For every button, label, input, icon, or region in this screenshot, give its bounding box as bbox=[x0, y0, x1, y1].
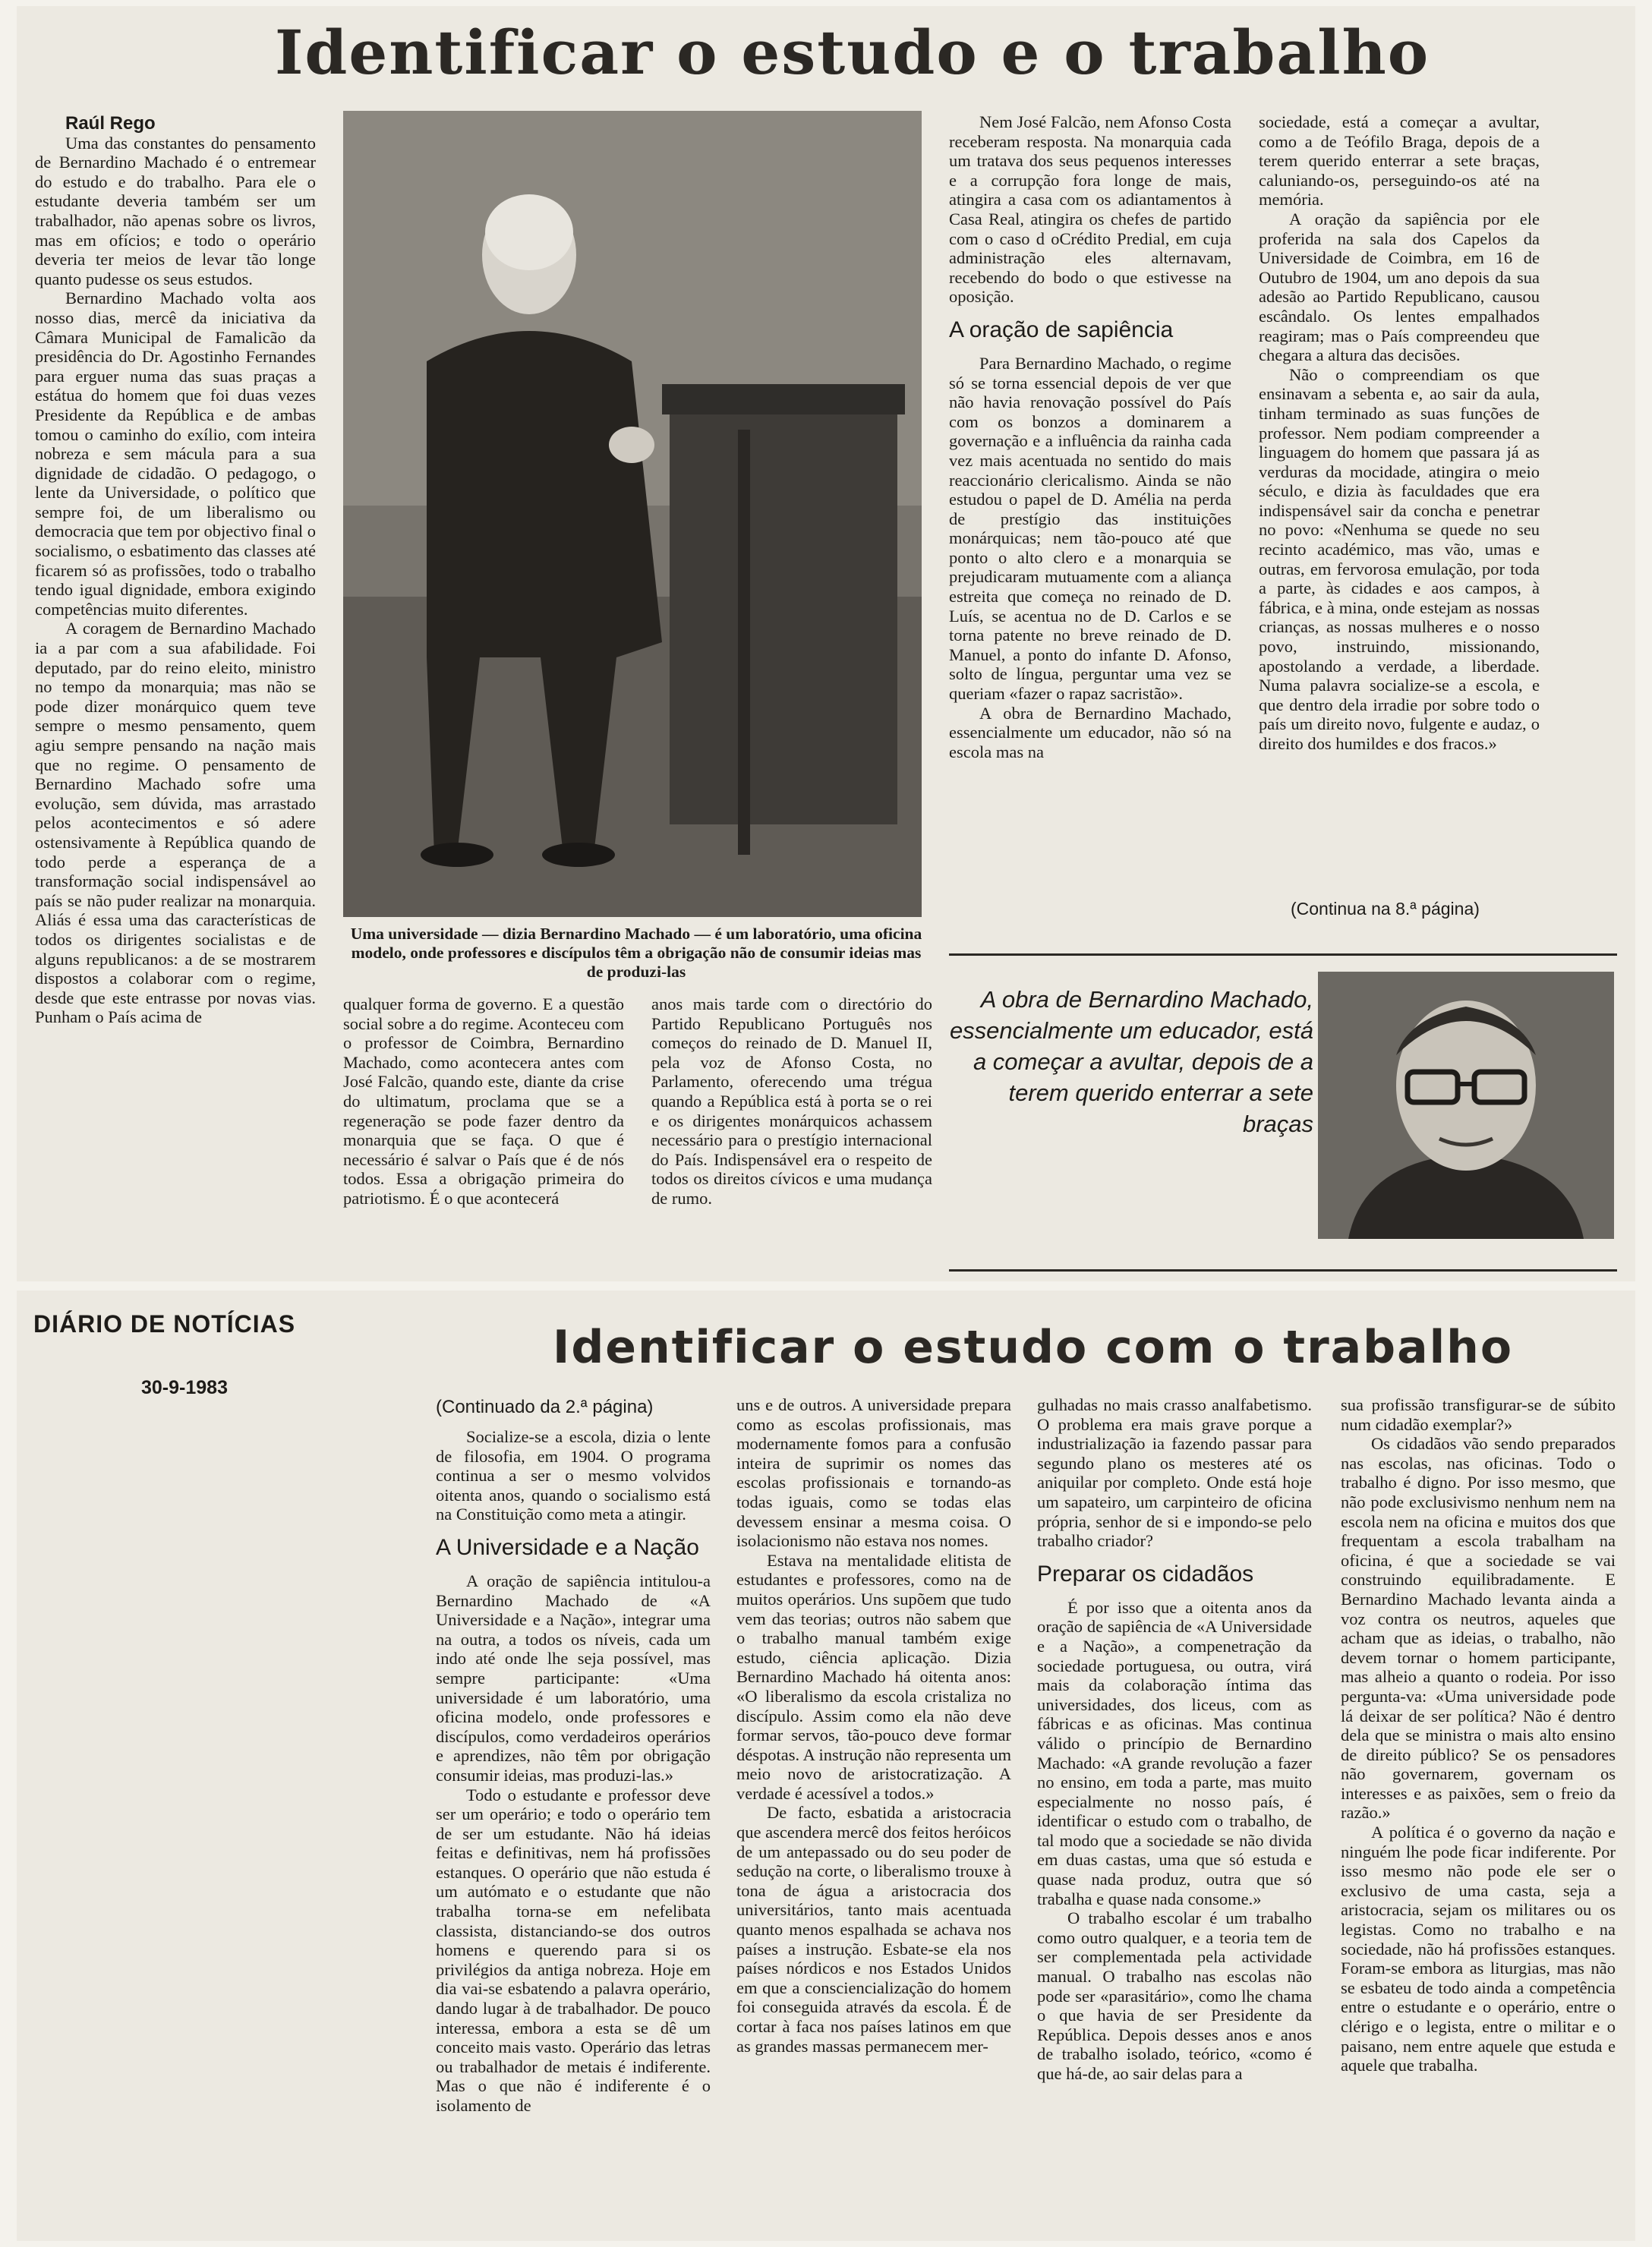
paragraph: sua profissão transfigurar-se de súbito num cidadão exemplar?» bbox=[1341, 1395, 1616, 1434]
paragraph: Estava na mentalidade elitista de estudantes e professores, como na de muitos operários. Uns supõem que tudo vem das teorias; outros não sabem que o trabalho manual também exige estudo, ciência aplicação. Dizia Bernardino Machado há oitenta anos: «O liberalismo da escola cristaliza no discípulo. Assim como ela não deve formar servos, tão-pouco deve formar déspotas. A instrução não representa um meio novo de aristocratização. A verdade é acessível a todos.» bbox=[736, 1550, 1011, 1803]
article1-column-3 bbox=[651, 994, 932, 1209]
paragraph: O trabalho escolar é um trabalho como outro qualquer, e a teoria tem de ser complementada pela actividade manual. O trabalho nas escolas não pode ser «parasitário», como lhe chama o que havia de ser Presidente da República. Depois desses anos e anos de trabalho isolado, teórico, «como é que há-de, ao sair delas para a bbox=[1037, 1908, 1312, 2083]
subheading-oracao-sapiencia: A oração de sapiência bbox=[949, 317, 1174, 342]
rule bbox=[949, 1269, 1617, 1272]
newspaper-masthead: DIÁRIO DE NOTÍCIAS bbox=[33, 1310, 296, 1338]
paragraph: Para Bernardino Machado, o regime só se torna essencial depois de ver que não havia renovação possível do País com os bonzos a dominarem a governação e a influência da rainha cada vez mais acentuada no sentido do mais reaccionário clericalismo. Ainda se não estudou o papel de D. Amélia na perda de prestígio das instituições monárquicas; nem tão-pouco até que ponto o alto clero e a monarquia se prejudicaram mutuamente com a aliança estreita que começa no reinado de D. Luís, se acentua no de D. Carlos e se torna patente no breve reinado de D. Manuel, a ponto do infante D. Afonso, solto de língua, perguntar uma vez se queriam «fazer o rapaz sacristão». bbox=[949, 353, 1231, 704]
article1-byline: Raúl Rego bbox=[65, 113, 156, 134]
article1-column-4 bbox=[949, 112, 1231, 761]
paragraph: De facto, esbatida a aristocracia que ascendera mercê dos feitos heróicos de um antepassado ou do seu poder de sedução na corte, o liberalismo trouxe à tona de água a aristocracia dos universitários, tanto mais acentuada quanto menos espalhada se achava nos países a instrução. Esbate-se ela nos países nórdicos e nos Estados Unidos em que a consciencialização do homem foi conseguida através da escola. É de cortar à faca nos países latinos em que as grandes massas permanecem mer- bbox=[736, 1803, 1011, 2056]
article2-column-1 bbox=[436, 1427, 711, 2116]
photo-illustration bbox=[343, 111, 922, 917]
paragraph: Os cidadãos vão sendo preparados nas escolas, nas oficinas. Todo o trabalho é digno. Por isso mesmo, que não pode exclusivismo nenhum nem na escola nem na oficina e muitos dos que frequentam a escola trabalham na oficina, é que a sociedade se vai construindo equilibradamente. E Bernardino Machado levanta ainda a voz contra os neutros, aqueles que acham que as ideias, o trabalho, não devem tornar o homem participante, mas alheio a quanto o rodeia. Por isso pergunta-va: «Uma universidade pode lá deixar de ser política? Não é dentro dela que se ministra o mais alto ensino de direito público? Se os pensadores não governarem, governam os interesses e as paixões, sem o freio da razão.» bbox=[1341, 1434, 1616, 1823]
article1-headline: Identificar o estudo e o trabalho bbox=[275, 17, 1430, 88]
publication-date: 30-9-1983 bbox=[141, 1377, 228, 1398]
article2-column-2 bbox=[736, 1395, 1011, 2056]
rule bbox=[949, 953, 1617, 956]
article1-column-2 bbox=[343, 994, 624, 1209]
subheading-universidade-nacao: A Universidade e a Nação bbox=[436, 1534, 699, 1560]
paragraph: Nem José Falcão, nem Afonso Costa receberam resposta. Na monarquia cada um tratava dos seus pequenos interesses e a corrupção fora longe de mais, atingira a casa com os adiantamentos à Casa Real, atingira os chefes de partido com o caso d oCrédito Predial, em cuja administração eles alternavam, recebendo do bodo o que estivesse na oposição. bbox=[949, 112, 1231, 307]
portrait-photo bbox=[1318, 972, 1614, 1239]
pull-quote: A obra de Bernardino Machado, essencialmente um educador, está a começar a avultar, depois de a terem querido enterrar a sete braças bbox=[949, 986, 1313, 1137]
paragraph: A oração da sapiência por ele proferida na sala dos Capelos da Universidade de Coimbra, em 16 de Outubro de 1904, um ano depois da sua adesão ao Partido Republicano, causou escândalo. Os lentes empalhados reagiram; mas o País compreendeu que chegara a altura das decisões. bbox=[1259, 209, 1540, 365]
article2-column-4 bbox=[1341, 1395, 1616, 2075]
paragraph: Socialize-se a escola, dizia o lente de filosofia, em 1904. O programa continua a ser o mesmo volvidos oitenta anos, quando o socialismo está na Constituição como meta a atingir. bbox=[436, 1427, 711, 1524]
subheading-preparar-cidadaos: Preparar os cidadãos bbox=[1037, 1561, 1254, 1587]
bernardino-machado-photo bbox=[343, 111, 922, 917]
paragraph: Uma das constantes do pensamento de Bernardino Machado é o entremear do estudo e do trabalho. Para ele o estudante deveria também ser um trabalhador, não apenas sobre os livros, mas em ofícios; e todo o operário deveria ter meios de levar tão longe quanto pudesse os seus estudos. bbox=[35, 133, 316, 288]
article1-column-5 bbox=[1259, 112, 1540, 754]
paragraph: anos mais tarde com o directório do Partido Republicano Português nos começos do reinado de D. Manuel II, pela voz de Afonso Costa, no Parlamento, oferecendo uma trégua quando a República está à porta se o rei e os dirigentes monárquicos achassem necessário para o prestígio internacional do País. Indispensável era o respeito de todos os direitos cívicos e uma mudança de rumo. bbox=[651, 994, 932, 1208]
paragraph: sociedade, está a começar a avultar, como a de Teófilo Braga, depois de a terem querido enterrar a sete braças, caluniando-os, perseguindo-os até na memória. bbox=[1259, 112, 1540, 210]
paragraph: A oração de sapiência intitulou-a Bernardino Machado de «A Universidade e a Nação», integrar uma na outra, a todos os níveis, cada um indo até onde lhe seja possível, mas sempre participante: «Uma universidade é um laboratório, uma oficina modelo, onde professores e discípulos, como verdadeiros operários e aprendizes, não têm por obrigação consumir ideias, mas produzi-las.» bbox=[436, 1571, 711, 1785]
continua-note: (Continua na 8.ª página) bbox=[1291, 899, 1480, 919]
paragraph: É por isso que a oitenta anos da oração de sapiência de «A Universidade e a Nação», a compenetração da sociedade portuguesa, ou outra, virá mais da colaboração íntima das universidades, dos liceus, com as fábricas e as oficinas. Mas continua válido o princípio de Bernardino Machado: «A grande revolução a fazer no ensino, em toda a parte, mas muito especialmente no nosso país, é identificar o estudo com o trabalho, de tal modo que a sociedade se não divida em duas castas, uma que só estuda e quase nada produz, outra que só trabalha e quase nada consome.» bbox=[1037, 1597, 1312, 1908]
paragraph: A política é o governo da nação e ninguém lhe pode ficar indiferente. Por isso mesmo não pode ele ser o exclusivo de uma casta, seja a aristocracia, sejam os militares ou os legistas. Como no trabalho e na sociedade, não há profissões estanques. Foram-se embora as liturgias, mas não se esbateu de todo ainda a competência entre o estudante e o operário, entre o clérigo e o legista, entre o militar e o paisano, nem entre aquele que estuda e aquele que trabalha. bbox=[1341, 1823, 1616, 2075]
paragraph: uns e de outros. A universidade prepara como as escolas profissionais, mas modernamente fomos para a confusão inteira de suprimir os nomes das escolas profissionais e tornando-as todas iguais, como se todas elas devessem ensinar a mesma coisa. O isolacionismo não estava nos nomes. bbox=[736, 1395, 1011, 1551]
photo-caption: Uma universidade — dizia Bernardino Machado — é um laboratório, uma oficina modelo, onde professores e discípulos têm a obrigação não de consumir ideias mas de produzi-las bbox=[350, 925, 922, 981]
paragraph: Todo o estudante e professor deve ser um operário; e todo o operário tem de ser um estudante. Não há ideias feitas e definitivas, nem há profissões estanques. O operário que não estuda é um autómato e o estudante que não trabalha torna-se em nefelibata classista, distanciando-se dos outros homens e querendo para si os privilégios da antiga nobreza. Hoje em dia vai-se esbatendo a palavra operário, dando lugar à de trabalhador. De pouco interessa, embora a esta se dê um conceito mais vasto. Operário das letras ou trabalhador de metais é indiferente. Mas o que não é indiferente é o isolamento de bbox=[436, 1785, 711, 2115]
paragraph: Não o compreendiam os que ensinavam a sebenta e, ao sair da aula, tinham terminado as suas funções de professor. Nem podiam compreender a linguagem do homem que passara já as verduras da mocidade, atingira o meio século, e dizia às faculdades que era indispensável sair da concha e penetrar no povo: «Nenhuma se quede no seu recinto académico, mas vão, umas e outras, em fervorosa emulação, por toda a parte, às cidades e aos campos, à fábrica, e à mina, onde estejam as nossas crianças, as nossas mulheres e o nosso povo, instruindo, missionando, apostolando a verdade, a liberdade. Numa palavra socialize-se a escola, e que dentro dela irradie por sobre todo o país um direito novo, fulgente e audaz, o direito dos humildes e dos fracos.» bbox=[1259, 364, 1540, 753]
paragraph: A coragem de Bernardino Machado ia a par com a sua afabilidade. Foi deputado, par do reino eleito, ministro no tempo da monarquia; mas não se pode dizer monárquico quem teve sempre o mesmo pensamento, quem agiu sempre pensando na nação mais que no regime. O pensamento de Bernardino Machado sofre uma evolução, sem dúvida, mas arrastado pelos acontecimentos e só adere ostensivamente à República quando de todo perde a esperança de a transformação social indispensável ao país se não puder realizar na monarquia. Aliás é essa uma das características de todos os dirigentes socialistas e de alguns republicanos: a de se mostrarem dispostos a colaborar com o regime, desde que este entrasse por novas vias. Punham o País acima de bbox=[35, 619, 316, 1027]
paragraph: Bernardino Machado volta aos nosso dias, mercê da iniciativa da Câmara Municipal de Famalicão da presidência do Dr. Agostinho Fernandes para erguer numa das suas praças a estátua do homem que foi duas vezes Presidente da República e de ambas tomou o caminho do exílio, com inteira nobreza e sem mácula para a sua dignidade de cidadão. O pedagogo, o lente da Universidade, o político que sempre foi, de um liberalismo ou democracia que tem por objectivo final o socialismo, o esbatimento das classes até ficarem só as profissões, todo o trabalho tendo igual dignidade, embora exigindo competências muito diferentes. bbox=[35, 288, 316, 619]
portrait-illustration bbox=[1318, 972, 1614, 1239]
continued-note: (Continuado da 2.ª página) bbox=[436, 1397, 654, 1417]
paragraph: gulhadas no mais crasso analfabetismo. O problema era mais grave porque a industrialização ia fazendo passar para segundo plano os mesteres até os aniquilar por completo. Onde está hoje um sapateiro, um carpinteiro de oficina própria, senhor de si e impondo-se pelo trabalho criador? bbox=[1037, 1395, 1312, 1551]
paragraph: qualquer forma de governo. E a questão social sobre a do regime. Aconteceu com o professor de Coimbra, Bernardino Machado, como acontecera antes com José Falcão, quando este, diante da crise do ultimatum, proclama que se a regeneração se pode fazer dentro da monarquia que se faça. O que é necessário é salvar o País que é de nós todos. Essa a obrigação primeira do patriotismo. É o que acontecerá bbox=[343, 994, 624, 1208]
article1-column-1 bbox=[35, 114, 316, 1027]
article2-column-3 bbox=[1037, 1395, 1312, 2084]
article2-headline: Identificar o estudo com o trabalho bbox=[553, 1321, 1514, 1374]
paragraph: A obra de Bernardino Machado, essencialmente um educador, não só na escola mas na bbox=[949, 703, 1231, 761]
